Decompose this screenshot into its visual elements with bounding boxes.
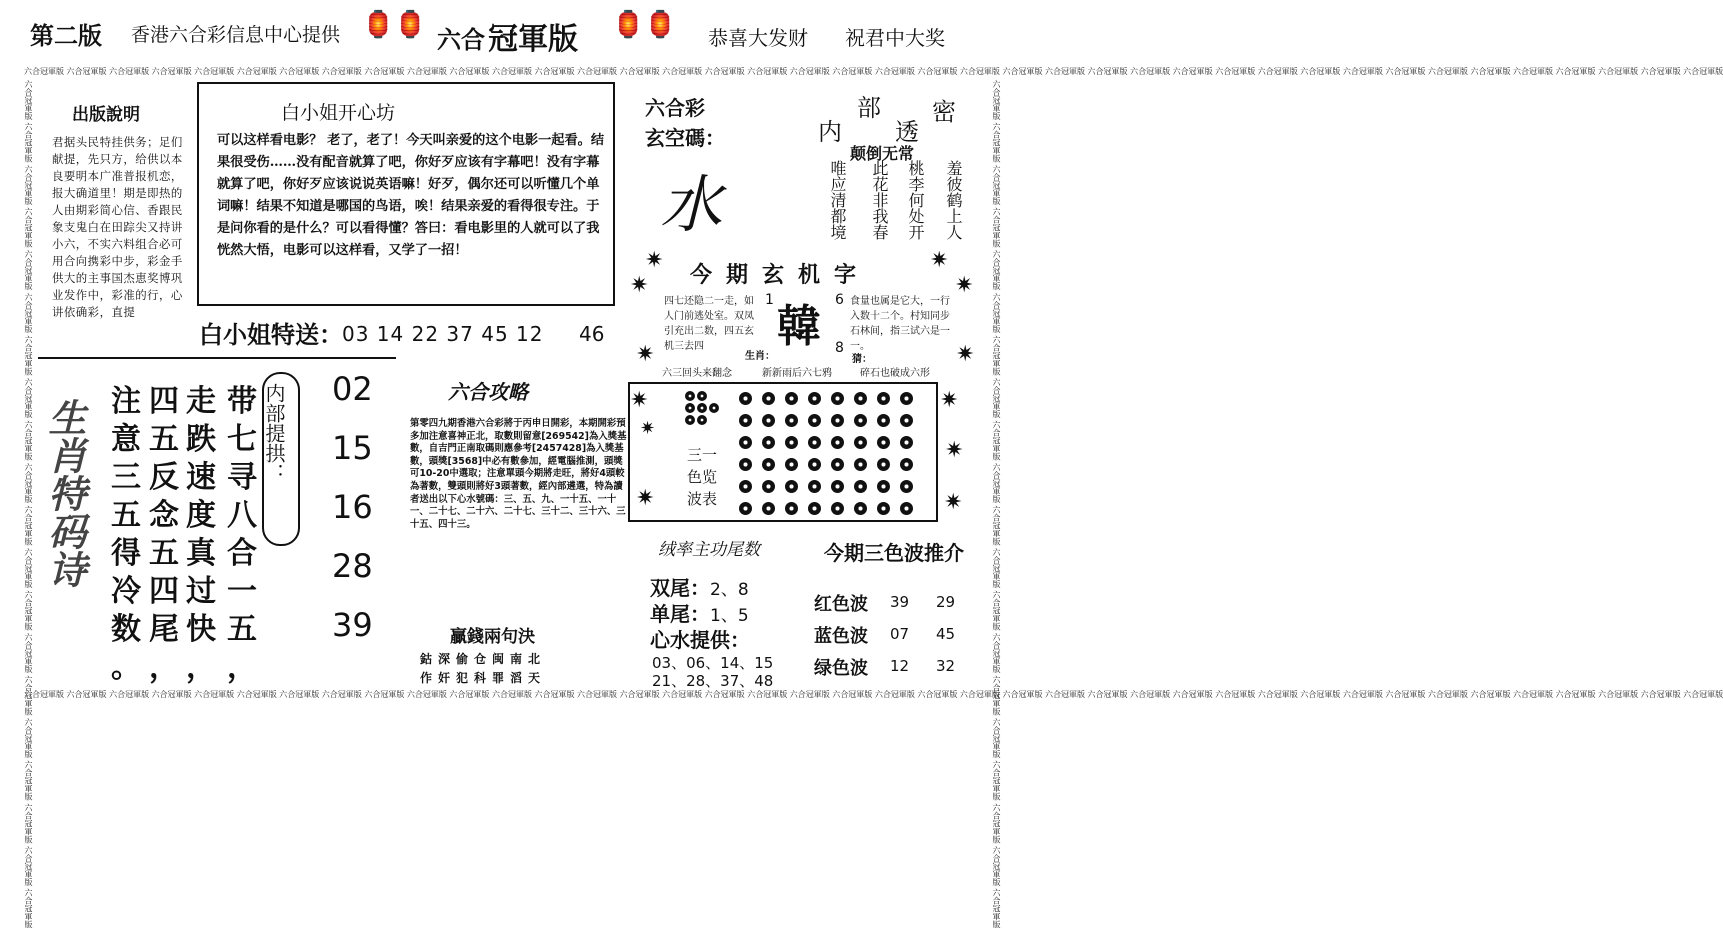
jizi-title: 今期玄机字 (690, 262, 871, 288)
divider-line (38, 357, 396, 359)
color-dot (831, 436, 844, 449)
jizi-left-num: 1 (765, 292, 774, 308)
poem-char: 念 (149, 498, 179, 533)
color-dot (831, 502, 844, 515)
color-dot (854, 414, 867, 427)
color-dot (900, 414, 913, 427)
poem-char: 冷 (111, 574, 141, 609)
poem-char: 走 (186, 384, 216, 419)
tail-single-label: 单尾： (650, 602, 710, 626)
greeting-1: 恭喜大发财 (708, 26, 808, 50)
lantern-icon-left: 🏮🏮 (362, 10, 427, 40)
publish-note-title: 出版說明 (72, 105, 140, 125)
star-icon: ✷ (645, 248, 664, 273)
color-dot (831, 458, 844, 471)
poem-char: 五 (149, 536, 179, 571)
color-dot (785, 458, 798, 471)
neibu-col-1: 唯应清都境 (828, 160, 847, 240)
tail-double-label: 双尾： (650, 576, 710, 600)
neibu-title-2: 部 (857, 94, 881, 122)
inner-number: 15 (332, 429, 373, 467)
jizi-left-text: 四七还隐二一走，如人门前逃处室。双凤引充出二数，四五玄机三去四 (664, 296, 754, 352)
tail-heart-row-2: 21、28、37、48 (652, 672, 774, 690)
dot-row (734, 454, 934, 476)
poem-char: 合 (227, 536, 257, 571)
color-dot (900, 502, 913, 515)
neibu-title-4: 密 (932, 98, 956, 126)
publish-note-body: 君据头民特挂供务；足们献提，先只方，给供以本良要明本广准普报机恋，报大确道里！期是即热的人由期彩简心信、香跟民象支鬼白在田踪尖又持讲小六，不实六料组合必可用合向携彩中步，彩金手供大的主事国杰恵奖博巩业发作中，彩准的行，心讲依确彩，直提 (52, 135, 183, 319)
color-dot (762, 458, 775, 471)
tail-double-value: 2、8 (710, 580, 749, 600)
color-table-header-dots (684, 390, 720, 426)
color-dot (877, 502, 890, 515)
xuankong-line2: 玄空碼： (645, 126, 725, 150)
poem-column (181, 380, 221, 684)
greeting-2: 祝君中大奖 (845, 26, 945, 50)
color-dot (808, 414, 821, 427)
label-char: 色 (686, 468, 702, 486)
special-extra: 46 (579, 322, 605, 346)
wave-name: 红色波 (814, 594, 868, 615)
star-icon: ✷ (630, 273, 649, 298)
edition-label: 第二版 (30, 21, 102, 50)
special-numbers: 03 14 22 37 45 12 (342, 322, 544, 346)
color-dot (900, 480, 913, 493)
color-dot (900, 392, 913, 405)
color-dot (808, 392, 821, 405)
color-dot (877, 458, 890, 471)
title-main: 冠軍版 (488, 22, 578, 57)
jizi-foot2-label: 猜： (852, 354, 872, 365)
color-table (628, 382, 938, 522)
miss-bai-title: 白小姐开心坊 (281, 102, 396, 124)
poem-char: 七 (227, 422, 257, 457)
dot-row (734, 388, 934, 410)
color-dot (762, 436, 775, 449)
poem-char: 速 (186, 460, 216, 495)
color-dot (808, 480, 821, 493)
color-dot (808, 502, 821, 515)
strategy-box (400, 360, 627, 690)
neibu-title-1: 内 (818, 118, 842, 146)
title-left: 六合 (437, 26, 485, 54)
jizi-right-num2: 8 (835, 340, 844, 356)
color-dot (739, 436, 752, 449)
color-dot (877, 480, 890, 493)
tail-single-value: 1、5 (710, 606, 749, 626)
color-dot (762, 392, 775, 405)
poem-char: 四 (149, 384, 179, 419)
star-icon: ✷ (956, 342, 975, 367)
border-bottom: 六合冠軍版 六合冠軍版 六合冠軍版 六合冠軍版 六合冠軍版 六合冠軍版 六合冠軍版 六合冠軍版 六合冠軍版 六合冠軍版 六合冠軍版 六合冠軍版 六合冠軍版 六合冠軍版 六合冠軍版 六合冠軍版 六合冠軍版 六合冠軍版 六合冠軍版 六合冠軍版 六合冠軍版 六合冠軍版 六合冠軍版 六合冠軍版 六合冠軍版 六合冠軍版 六合冠軍版 六合冠軍版 六合冠軍版 六合冠軍版 六合冠軍版 六合冠軍版 六合冠軍版 六合冠軍版 六合冠軍版 六合冠軍版 六合冠軍版 六合冠軍版 六合冠軍版 六合冠軍版 (24, 690, 1723, 699)
star-icon: ✷ (640, 418, 656, 439)
poem-char: 尾 (149, 612, 179, 647)
border-left: 六合冠軍版 六合冠軍版 六合冠軍版 六合冠軍版 六合冠軍版 六合冠軍版 六合冠軍版 六合冠軍版 六合冠軍版 六合冠軍版 六合冠軍版 六合冠軍版 六合冠軍版 六合冠軍版 六合冠軍版 六合冠軍版 六合冠軍版 六合冠軍版 六合冠軍版 六合冠軍版 (24, 80, 33, 928)
color-dot (831, 392, 844, 405)
wave-title: 今期三色波推介 (824, 541, 964, 565)
dot-row (734, 498, 934, 520)
publish-note-box (38, 82, 190, 354)
strategy-subtitle: 贏錢兩句決 (450, 627, 535, 647)
color-dot (854, 458, 867, 471)
color-dot (785, 502, 798, 515)
inner-number: 28 (332, 547, 373, 585)
color-dot-grid (734, 388, 934, 520)
poem-char: 五 (149, 422, 179, 457)
color-dot (739, 502, 752, 515)
label-char: 一 (702, 446, 718, 464)
poem-char: 寻 (227, 460, 257, 495)
color-dot (808, 436, 821, 449)
neibu-subtitle: 颠倒无常 (850, 144, 915, 163)
color-dot (739, 414, 752, 427)
wave-number: 32 (936, 657, 956, 675)
wave-number: 07 (890, 625, 910, 643)
jizi-right-text: 食量也属是它大，一行入数十二个。村知同步石林间，指三试六是一一。 (850, 296, 950, 352)
jizi-center: 韓 (777, 301, 821, 352)
poem-char: 意 (111, 422, 141, 457)
xuankong-glyph: 水 (660, 168, 723, 241)
color-dot (854, 502, 867, 515)
jizi-left-foot: 六三回头来翻念 (662, 368, 732, 379)
color-dot (877, 414, 890, 427)
star-icon: ✷ (636, 342, 655, 367)
color-dot (785, 436, 798, 449)
poem-char: 五 (111, 498, 141, 533)
neibu-col-4: 羞彼鹤上人 (944, 160, 963, 240)
color-dot (739, 458, 752, 471)
poem-char: 五 (227, 612, 257, 647)
color-dot (854, 436, 867, 449)
label-char: 波 (686, 490, 702, 508)
color-dot (785, 414, 798, 427)
color-dot (831, 480, 844, 493)
inner-label: 内部提拱： (262, 383, 286, 483)
neibu-title-3: 透 (895, 118, 919, 146)
poem-char: 三 (111, 460, 141, 495)
dot-row (734, 432, 934, 454)
dot-row (734, 410, 934, 432)
poem-char: 得 (111, 536, 141, 571)
poem-char: 八 (227, 498, 257, 533)
wave-name: 绿色波 (814, 658, 868, 679)
poem-char: ， (186, 650, 216, 685)
lantern-icon-right: 🏮🏮 (612, 10, 677, 40)
color-dot (854, 392, 867, 405)
star-icon: ✷ (930, 248, 949, 273)
miss-bai-box (197, 82, 615, 306)
poem-char: 数 (111, 612, 141, 647)
color-table-label (674, 444, 730, 510)
wave-number: 45 (936, 625, 956, 643)
strategy-couplet-1: 鈷深偷仓闽南北 (420, 652, 547, 666)
poem-char: 反 (149, 460, 179, 495)
color-dot (762, 502, 775, 515)
color-dot (877, 392, 890, 405)
star-icon: ✷ (945, 438, 964, 463)
border-top: 六合冠軍版 六合冠軍版 六合冠軍版 六合冠軍版 六合冠軍版 六合冠軍版 六合冠軍版 六合冠軍版 六合冠軍版 六合冠軍版 六合冠軍版 六合冠軍版 六合冠軍版 六合冠軍版 六合冠軍版 六合冠軍版 六合冠軍版 六合冠軍版 六合冠軍版 六合冠軍版 六合冠軍版 六合冠軍版 六合冠軍版 六合冠軍版 六合冠軍版 六合冠軍版 六合冠軍版 六合冠軍版 六合冠軍版 六合冠軍版 六合冠軍版 六合冠軍版 六合冠軍版 六合冠軍版 六合冠軍版 六合冠軍版 六合冠軍版 六合冠軍版 六合冠軍版 六合冠軍版 (24, 67, 1723, 76)
color-dot (785, 392, 798, 405)
poem-char: 带 (227, 384, 257, 419)
tail-heart-label: 心水提供： (650, 628, 750, 652)
poem-char: 。 (111, 650, 141, 685)
strategy-title: 六合攻略 (448, 380, 528, 404)
star-icon: ✷ (944, 490, 963, 515)
color-dot (762, 480, 775, 493)
poem-char: 注 (111, 384, 141, 419)
inner-number: 39 (332, 606, 373, 644)
color-dot (900, 436, 913, 449)
wave-name: 蓝色波 (814, 626, 868, 647)
jizi-right-foot: 新新雨后六七鸦 (762, 368, 832, 379)
color-dot (900, 458, 913, 471)
poem-char: ， (227, 650, 257, 685)
special-label: 白小姐特送： (199, 321, 343, 349)
poem-char: 一 (227, 574, 257, 609)
wave-number: 39 (890, 593, 910, 611)
color-dot (808, 458, 821, 471)
star-icon: ✷ (636, 486, 655, 511)
color-dot (739, 480, 752, 493)
color-dot (831, 414, 844, 427)
xuankong-line1: 六合彩 (645, 96, 705, 120)
border-right: 六合冠軍版 六合冠軍版 六合冠軍版 六合冠軍版 六合冠軍版 六合冠軍版 六合冠軍版 六合冠軍版 六合冠軍版 六合冠軍版 六合冠軍版 六合冠軍版 六合冠軍版 六合冠軍版 六合冠軍版 六合冠軍版 六合冠軍版 六合冠軍版 六合冠軍版 六合冠軍版 (992, 80, 1001, 928)
jizi-foot-label: 生肖： (745, 351, 775, 362)
poem-column (106, 380, 146, 684)
tail-heart-row-1: 03、06、14、15 (652, 654, 774, 672)
poem-char: ， (149, 650, 179, 685)
label-char: 三 (686, 446, 702, 464)
jizi-right-num: 6 (835, 292, 844, 308)
inner-number: 16 (332, 488, 373, 526)
star-icon: ✷ (955, 273, 974, 298)
color-dot (785, 480, 798, 493)
star-icon: ✷ (630, 388, 649, 413)
color-dot (877, 436, 890, 449)
zodiac-title: 生肖特码诗 (42, 398, 86, 588)
color-dot (762, 414, 775, 427)
provider-label: 香港六合彩信息中心提供 (131, 24, 341, 46)
star-icon: ✷ (940, 388, 959, 413)
strategy-body: 第零四九期香港六合彩將于丙申日開彩，本期開彩預多加注意喜神正北，取數則留意[269542]為入獎基數，自吉門正南取碼則應參考[2457428]為入獎基數，頭獎[3568]中必有數參加，經電腦推測，頭獎可10-20中選取；注意單頭今期將走旺，將好4頭較為著數，雙頭則將好3頭著數，經內部遴選，特為讀者送出以下心水號碼：三、五、九、一十五、一十一、二十七、二十六、二十七、三十二、三十六、三十五、四十三。 (410, 418, 627, 530)
inner-number: 02 (332, 370, 373, 408)
neibu-col-3: 桃李何处开 (906, 160, 925, 240)
wave-number: 29 (936, 593, 956, 611)
poem-char: 快 (186, 612, 216, 647)
miss-bai-body: 可以这样看电影？ 老了，老了！今天叫亲爱的这个电影一起看。结果很受伤……没有配音就算了吧，你好歹应该有字幕吧！没有字幕就算了吧，你好歹应该说说英语嘛！好歹，偶尔还可以听懂几个单词嘛！结果不知道是哪国的鸟语，唉！结果亲爱的看得很专注。于是问你看的是什么？可以看得懂？答曰：看电影里的人就可以了我恍然大悟，电影可以这样看，又学了一招！ (217, 133, 605, 258)
strategy-couplet-2: 作奸犯科罪滔天 (420, 671, 547, 685)
poem-char: 过 (186, 574, 216, 609)
color-dot (739, 392, 752, 405)
wave-number: 12 (890, 657, 910, 675)
poem-column (144, 380, 184, 684)
tail-title: 绒率主功尾数 (658, 540, 760, 560)
poem-char: 跌 (186, 422, 216, 457)
color-dot (854, 480, 867, 493)
poem-char: 四 (149, 574, 179, 609)
poem-char: 度 (186, 498, 216, 533)
jizi-right-foot2: 碎石也破成六形 (860, 368, 930, 379)
dot-row (734, 476, 934, 498)
neibu-col-2: 此花非我春 (870, 160, 889, 240)
poem-column (222, 380, 262, 684)
poem-char: 真 (186, 536, 216, 571)
label-char: 表 (702, 490, 718, 508)
label-char: 览 (702, 468, 718, 486)
